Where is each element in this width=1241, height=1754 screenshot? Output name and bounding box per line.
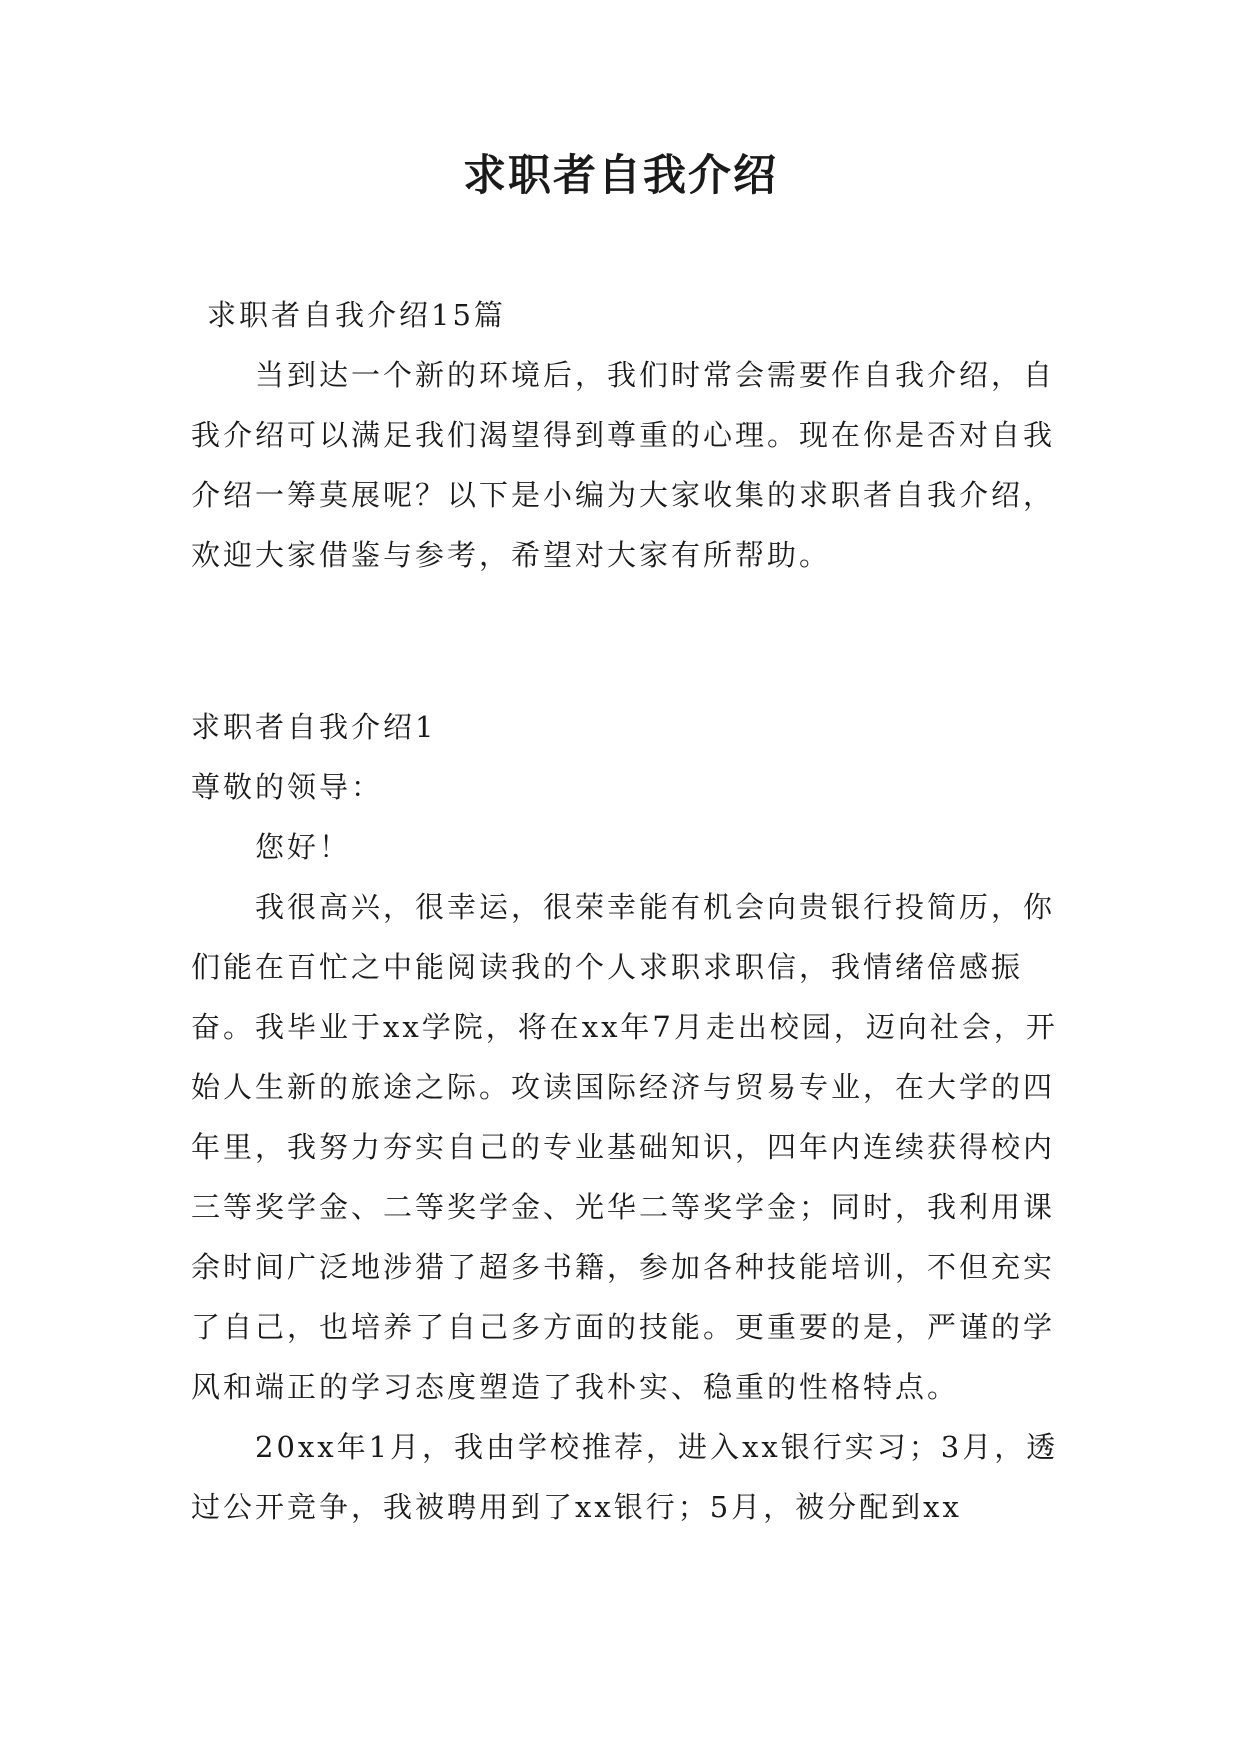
document-body — [191, 285, 1061, 1537]
intro-paragraph: 当到达一个新的环境后，我们时常会需要作自我介绍，自我介绍可以满足我们渴望得到尊重的心理。现在你是否对自我介绍一筹莫展呢？以下是小编为大家收集的求职者自我介绍，欢迎大家借鉴与参考，希望对大家有所帮助。 — [191, 358, 1056, 572]
section-heading: 求职者自我介绍1 — [191, 710, 437, 744]
salutation: 尊敬的领导： — [191, 770, 384, 804]
body-paragraph-2: 20xx年1月，我由学校推荐，进入xx银行实习；3月，透过公开竞争，我被聘用到了xx银行；5月，被分配到xx — [191, 1430, 1059, 1524]
document-subtitle: 求职者自我介绍15篇 — [207, 298, 506, 332]
greeting: 您好！ — [255, 830, 352, 864]
document-title: 求职者自我介绍 — [463, 151, 778, 201]
section-spacer — [191, 585, 1061, 697]
body-paragraph-1: 我很高兴，很幸运，很荣幸能有机会向贵银行投简历，你们能在百忙之中能阅读我的个人求职求职信，我情绪倍感振奋。我毕业于xx学院，将在xx年7月走出校园，迈向社会，开始人生新的旅途之际。攻读国际经济与贸易专业，在大学的四年里，我努力夯实自己的专业基础知识，四年内连续获得校内三等奖学金、二等奖学金、光华二等奖学金；同时，我利用课余时间广泛地涉猎了超多书籍，参加各种技能培训，不但充实了自己，也培养了自己多方面的技能。更重要的是，严谨的学风和端正的学习态度塑造了我朴实、稳重的性格特点。 — [191, 890, 1058, 1404]
